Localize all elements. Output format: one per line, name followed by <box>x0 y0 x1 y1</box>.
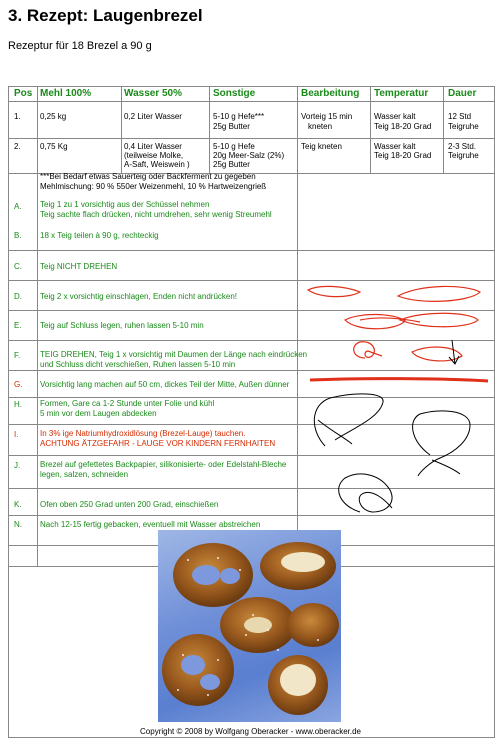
sketch-pretzel-2 <box>413 411 470 476</box>
recipe-note-1: ***Bei Bedarf etwas Sauerteig oder Backferment zu gegeben <box>40 172 256 181</box>
row2-bearbeitung: Teig kneten <box>301 142 342 151</box>
step-letter-c: C. <box>14 262 22 271</box>
row2-dauer-1: 2-3 Std. <box>448 142 477 151</box>
step-letter-b: B. <box>14 231 22 240</box>
row1-temperatur-1: Wasser kalt <box>374 112 416 121</box>
row1-sonstige-1: 5-10 g Hefe*** <box>213 112 265 121</box>
step-letter-h: H. <box>14 400 22 409</box>
step-i-warning: ACHTUNG ÄTZGEFAHR - LAUGE VOR KINDERN FERNHAITEN <box>40 439 276 448</box>
sketch-fold-2 <box>398 286 480 301</box>
row2-temperatur-1: Wasser kalt <box>374 142 416 151</box>
step-j-line-2: legen, salzen, schneiden <box>40 470 129 479</box>
step-d-line-1: Teig 2 x vorsichtig einschlagen, Enden nicht andrücken! <box>40 292 238 301</box>
step-f-line-1: TEIG DREHEN, Teig 1 x vorsichtig mit Daumen der Länge nach eindrücken <box>40 350 308 359</box>
pretzel-center <box>220 597 296 653</box>
row1-bearbeitung-2: kneten <box>308 122 333 131</box>
roll-bottom-right <box>268 655 328 715</box>
step-letter-d: D. <box>14 292 22 301</box>
roll-top-right <box>260 542 336 590</box>
sketch-pretzel-3 <box>339 474 392 512</box>
pretzel-photo-drawing <box>158 530 341 722</box>
sketch-rest-1 <box>345 314 405 328</box>
row1-pos: 1. <box>14 112 21 121</box>
row2-temperatur-2: Teig 18-20 Grad <box>374 151 432 160</box>
row1-temperatur-2: Teig 18-20 Grad <box>374 122 432 131</box>
step-letter-j: J. <box>14 461 21 470</box>
row1-sonstige-2: 25g Butter <box>213 122 250 131</box>
header-bearbeitung: Bearbeitung <box>301 88 360 99</box>
header-dauer: Dauer <box>448 88 477 99</box>
header-pos: Pos <box>14 88 33 99</box>
step-letter-a: A. <box>14 202 22 211</box>
row1-mehl: 0,25 kg <box>40 112 67 121</box>
step-letter-e: E. <box>14 321 22 330</box>
step-h-line-1: Formen, Gare ca 1-2 Stunde unter Folie und kühl <box>40 399 215 408</box>
step-i-line-1: In 3% ige Natriumhydroxidlösung (Brezel-Lauge) tauchen. <box>40 429 246 438</box>
step-b-line-1: 18 x Teig teilen à 90 g, rechteckig <box>40 231 159 240</box>
sketch-fold-1 <box>308 286 360 296</box>
step-j-line-1: Brezel auf gefettetes Backpapier, silikonisierte- oder Edelstahl-Bleche <box>40 460 287 469</box>
row2-wasser-2: (teilweise Molke, <box>124 151 184 160</box>
step-e-line-1: Teig auf Schluss legen, ruhen lassen 5-10 min <box>40 321 204 330</box>
pretzel-photo <box>158 530 341 722</box>
row1-dauer-2: Teigruhe <box>448 122 479 131</box>
sketch-roll-spiral <box>354 342 382 358</box>
row2-sonstige-2: 20g Meer-Salz (2%) <box>213 151 285 160</box>
header-sonstige: Sonstige <box>213 88 256 99</box>
step-letter-k: K. <box>14 500 22 509</box>
step-c-line-1: Teig NICHT DREHEN <box>40 262 118 271</box>
pretzel-bottom-left <box>162 634 234 706</box>
step-letter-g: G. <box>14 380 23 389</box>
header-mehl: Mehl 100% <box>40 88 92 99</box>
step-a-line-2: Teig sachte flach drücken, nicht umdrehen, sehr wenig Streumehl <box>40 210 272 219</box>
step-f-line-2: und Schluss dicht verschießen, Ruhen lassen 5-10 min <box>40 360 236 369</box>
row2-wasser-3: A-Saft, Weiswein ) <box>124 160 190 169</box>
row2-dauer-2: Teigruhe <box>448 151 479 160</box>
step-a-line-1: Teig 1 zu 1 vorsichtig aus der Schüssel nehmen <box>40 200 210 209</box>
page-title: 3. Rezept: Laugenbrezel <box>8 6 203 25</box>
row2-wasser-1: 0,4 Liter Wasser <box>124 142 182 151</box>
row2-sonstige-1: 5-10 g Hefe <box>213 142 255 151</box>
row2-sonstige-3: 25g Butter <box>213 160 250 169</box>
pretzel-top-left <box>173 543 253 607</box>
step-n-line-1: Nach 12-15 fertig gebacken, eventuell mit Wasser abstreichen <box>40 520 261 529</box>
row1-bearbeitung-1: Vorteig 15 min <box>301 112 353 121</box>
row2-mehl: 0,75 Kg <box>40 142 68 151</box>
sketch-long-strand <box>310 379 488 381</box>
recipe-subtitle: Rezeptur für 18 Brezel a 90 g <box>8 40 152 52</box>
header-wasser: Wasser 50% <box>124 88 182 99</box>
step-k-line-1: Ofen oben 250 Grad unten 200 Grad, einschießen <box>40 500 219 509</box>
roll-right <box>287 603 339 647</box>
step-h-line-2: 5 min vor dem Laugen abdecken <box>40 409 157 418</box>
recipe-note-2: Mehlmischung: 90 % 550er Weizenmehl, 10 % Hartweizengrieß <box>40 182 267 191</box>
step-letter-f: F. <box>14 351 21 360</box>
step-letter-n: N. <box>14 520 22 529</box>
copyright-notice: Copyright © 2008 by Wolfgang Oberacker - www.oberacker.de <box>140 727 361 736</box>
header-temperatur: Temperatur <box>374 88 429 99</box>
step-g-line-1: Vorsichtig lang machen auf 50 cm, dickes Teil der Mitte, Außen dünner <box>40 380 290 389</box>
step-letter-i: I. <box>14 430 19 439</box>
sketch-pretzel-1 <box>314 394 383 446</box>
row2-pos: 2. <box>14 142 21 151</box>
row1-dauer-1: 12 Std <box>448 112 472 121</box>
row1-wasser: 0,2 Liter Wasser <box>124 112 182 121</box>
sketch-rest-2 <box>360 318 420 322</box>
